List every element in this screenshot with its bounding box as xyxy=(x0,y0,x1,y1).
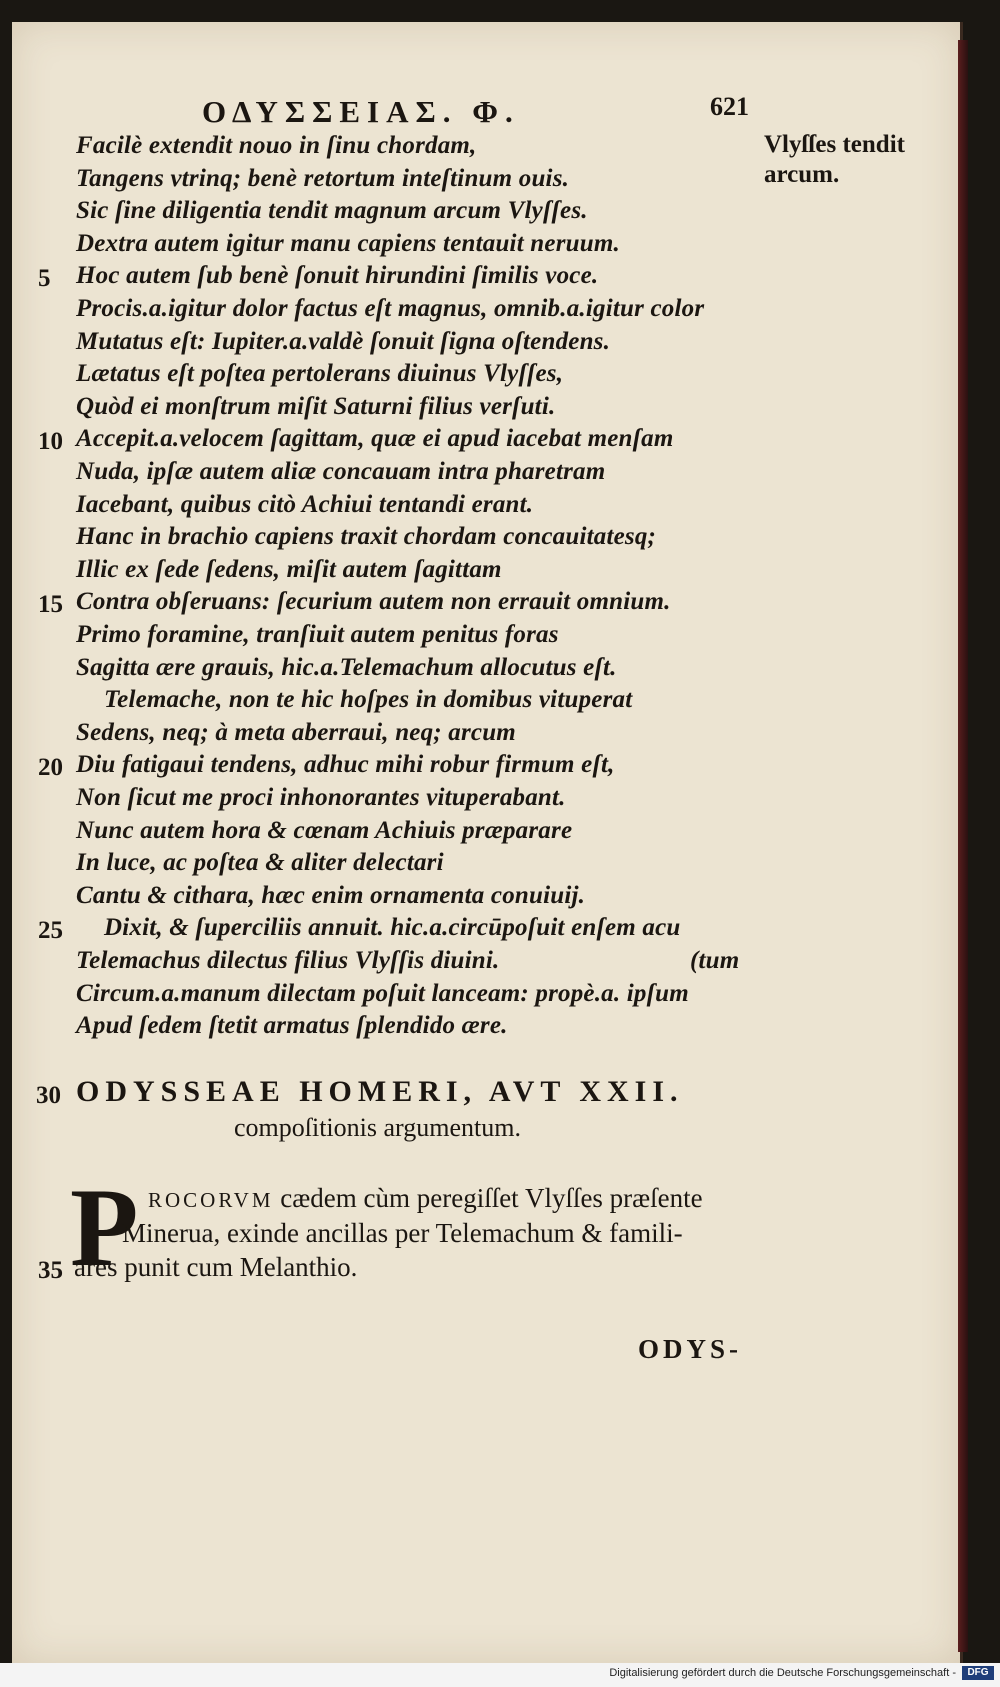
line-number: 10 xyxy=(38,428,63,455)
verse-line: Sedens, neq; à meta aberraui, neq; arcum xyxy=(76,719,516,746)
line-number: 30 xyxy=(36,1082,61,1109)
drop-cap: P xyxy=(70,1166,139,1290)
footer-credit: Digitalisierung gefördert durch die Deutsche Forschungsgemeinschaft - xyxy=(609,1667,956,1679)
verse-line: In luce, ac poſtea & aliter delectari xyxy=(76,849,444,876)
verse-line: Lætatus eſt poſtea pertolerans diuinus Vlyſſes, xyxy=(76,360,564,387)
verse-line: Procis.a.igitur dolor factus eſt magnus, omnib.a.igitur color xyxy=(76,295,705,322)
verse-line: Facilè extendit nouo in ſinu chordam, xyxy=(76,132,477,159)
verse-line: Hoc autem ſub benè ſonuit hirundini ſimilis voce. xyxy=(76,262,599,289)
line-number: 35 xyxy=(38,1257,63,1284)
verse-line: Apud ſedem ſtetit armatus ſplendido ære. xyxy=(76,1012,508,1039)
verse-turnover: (tum xyxy=(690,947,740,974)
verse-line: Mutatus eſt: Iupiter.a.valdè ſonuit ſigna oſtendens. xyxy=(76,328,611,355)
page-number: 621 xyxy=(710,92,749,121)
argument-line xyxy=(148,1183,703,1214)
verse-line: Contra obſeruans: ſecurium autem non errauit omnium. xyxy=(76,588,671,615)
verse-line: Telemachus dilectus filius Vlyſſis diuini. xyxy=(76,947,500,974)
verse-line: Hanc in brachio capiens traxit chordam concauitatesq; xyxy=(76,523,657,550)
verse-line: Dixit, & ſuperciliis annuit. hic.a.circūpoſuit enſem acu xyxy=(104,914,681,941)
verse-line: Sic ſine diligentia tendit magnum arcum Vlyſſes. xyxy=(76,197,588,224)
verse-line: Diu fatigaui tendens, adhuc mihi robur firmum eſt, xyxy=(76,751,615,778)
verse-line: Nunc autem hora & cœnam Achiuis præparare xyxy=(76,817,573,844)
verse-line: Iacebant, quibus citò Achiui tentandi erant. xyxy=(76,491,534,518)
dfg-logo: DFG xyxy=(962,1666,994,1680)
line-number: 20 xyxy=(38,754,63,781)
verse-line: Non ſicut me proci inhonorantes vituperabant. xyxy=(76,784,566,811)
verse-line: Primo foramine, tranſiuit autem penitus foras xyxy=(76,621,559,648)
line-number: 15 xyxy=(38,591,63,618)
verse-line: Sagitta ære grauis, hic.a.Telemachum allocutus eſt. xyxy=(76,654,617,681)
verse-line: Dextra autem igitur manu capiens tentauit neruum. xyxy=(76,230,620,257)
margin-note xyxy=(764,130,905,190)
verse-line: Circum.a.manum dilectam poſuit lanceam: propè.a. ipſum xyxy=(76,980,689,1007)
argument-text: cædem cùm peregiſſet Vlyſſes præſente xyxy=(273,1183,703,1213)
verse-line: Accepit.a.velocem ſagittam, quæ ei apud iacebat menſam xyxy=(76,425,674,452)
running-head: ΟΔΥΣΣΕΙΑΣ. Φ. xyxy=(202,94,520,129)
argument-line: Minerua, exinde ancillas per Telemachum & famili- xyxy=(122,1218,683,1248)
book-subheading: compoſitionis argumentum. xyxy=(234,1113,521,1142)
verse-line: Nuda, ipſæ autem aliæ concauam intra pharetram xyxy=(76,458,606,485)
verse-line: Illic ex ſede ſedens, miſit autem ſagittam xyxy=(76,556,502,583)
argument-line: ares punit cum Melanthio. xyxy=(74,1252,358,1282)
verse-line: Telemache, non te hic hoſpes in domibus vituperat xyxy=(104,686,633,713)
book-heading: ODYSSEAE HOMERI, AVT XXII. xyxy=(76,1075,684,1108)
margin-note-line: Vlyſſes tendit xyxy=(764,131,905,158)
verse-line: Tangens vtrinq; benè retortum inteſtinum ouis. xyxy=(76,165,570,192)
verse-line: Quòd ei monſtrum miſit Saturni filius verſuti. xyxy=(76,393,556,420)
page-edge xyxy=(958,40,968,1652)
line-number: 5 xyxy=(38,265,51,292)
argument-small-caps: ROCORVM xyxy=(148,1188,274,1212)
line-number: 25 xyxy=(38,917,63,944)
margin-note-line: arcum. xyxy=(764,161,840,188)
verse-line: Cantu & cithara, hæc enim ornamenta conuiuij. xyxy=(76,882,586,909)
catchword: ODYS- xyxy=(638,1334,743,1364)
